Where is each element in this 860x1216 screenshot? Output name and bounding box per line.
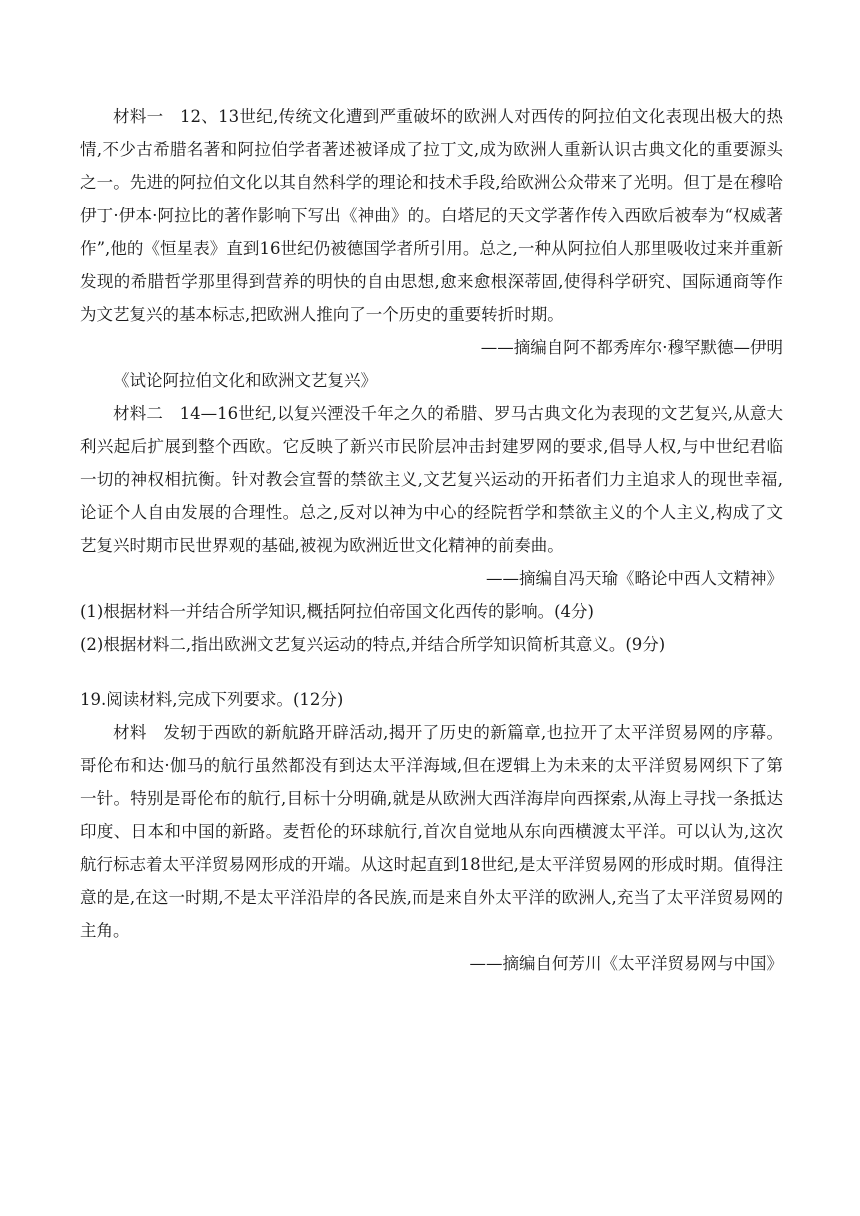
material-1-paragraph bbox=[80, 100, 783, 331]
question-19-material-text: 发轫于西欧的新航路开辟活动,揭开了历史的新篇章,也拉开了太平洋贸易网的序幕。哥伦布和达·伽马的航行虽然都没有到达太平洋海域,但在逻辑上为未来的太平洋贸易网织下了第一针。特别是哥伦布的航行,目标十分明确,就是从欧洲大西洋海岸向西探索,从海上寻找一条抵达印度、日本和中国的新路。麦哲伦的环球航行,首次自觉地从东向西横渡太平洋。可以认为,这次航行标志着太平洋贸易网形成的开端。从这时起直到18世纪,是太平洋贸易网的形成时期。值得注意的是,在这一时期,不是太平洋沿岸的各民族,而是来自外太平洋的欧洲人,充当了太平洋贸易网的主角。 bbox=[80, 723, 783, 940]
question-19-source: ——摘编自何芳川《太平洋贸易网与中国》 bbox=[469, 954, 783, 973]
question-19-material bbox=[80, 716, 783, 947]
material-1-source: ——摘编自阿不都秀库尔·穆罕默德—伊明 bbox=[480, 338, 783, 357]
question-1: (1)根据材料一并结合所学知识,概括阿拉伯帝国文化西传的影响。(4分) bbox=[80, 602, 594, 621]
question-19-material-label: 材料 bbox=[113, 723, 147, 742]
material-1-text: 12、13世纪,传统文化遭到严重破坏的欧洲人对西传的阿拉伯文化表现出极大的热情,不少古希腊名著和阿拉伯学者著述被译成了拉丁文,成为欧洲人重新认识古典文化的重要源头之一。先进的阿拉伯文化以其自然科学的理论和技术手段,给欧洲公众带来了光明。但丁是在穆哈伊丁·伊本·阿拉比的著作影响下写出《神曲》的。白塔尼的天文学著作传入西欧后被奉为“权威著作”,他的《恒星表》直到16世纪仍被德国学者所引用。总之,一种从阿拉伯人那里吸收过来并重新发现的希腊哲学那里得到营养的明快的自由思想,愈来愈根深蒂固,使得科学研究、国际通商等作为文艺复兴的基本标志,把欧洲人推向了一个历史的重要转折时期。 bbox=[80, 107, 783, 324]
question-2: (2)根据材料二,指出欧洲文艺复兴运动的特点,并结合所学知识简析其意义。(9分) bbox=[80, 635, 666, 654]
question-19-heading: 19.阅读材料,完成下列要求。(12分) bbox=[80, 690, 344, 709]
material-1-source-title: 《试论阿拉伯文化和欧洲文艺复兴》 bbox=[113, 371, 377, 390]
material-2-label: 材料二 bbox=[113, 404, 164, 423]
material-2-source: ——摘编自冯天瑜《略论中西人文精神》 bbox=[486, 569, 783, 588]
section-gap bbox=[80, 661, 783, 683]
material-2-paragraph bbox=[80, 397, 783, 562]
material-2-text: 14—16世纪,以复兴湮没千年之久的希腊、罗马古典文化为表现的文艺复兴,从意大利兴起后扩展到整个西欧。它反映了新兴市民阶层冲击封建罗网的要求,倡导人权,与中世纪君临一切的神权相抗衡。针对教会宣誓的禁欲主义,文艺复兴运动的开拓者们力主追求人的现世幸福,论证个人自由发展的合理性。总之,反对以神为中心的经院哲学和禁欲主义的个人主义,构成了文艺复兴时期市民世界观的基础,被视为欧洲近世文化精神的前奏曲。 bbox=[80, 404, 784, 555]
material-1-label: 材料一 bbox=[113, 107, 164, 126]
document-page bbox=[80, 100, 783, 980]
